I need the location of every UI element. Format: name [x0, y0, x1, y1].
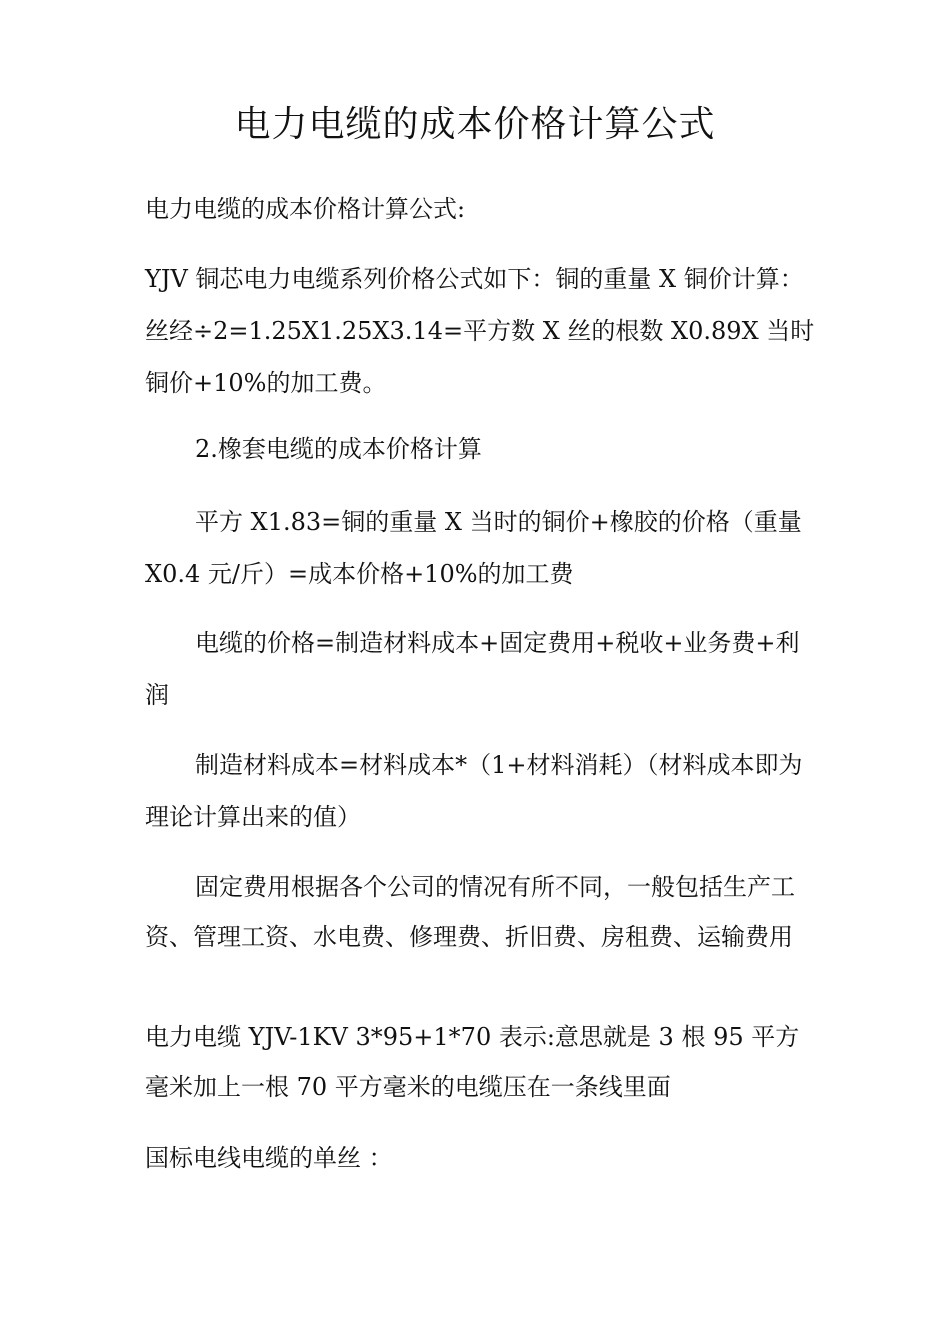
paragraph-fixed-cost: 固定费用根据各个公司的情况有所不同，一般包括生产工资、管理工资、水电费、修理费、折旧费、房租费、运输费用	[145, 873, 795, 951]
paragraph-rubber-formula: 平方 X1.83=铜的重量 X 当时的铜价+橡胶的价格（重量 X0.4 元/斤）=成本价格+10%的加工费	[145, 508, 802, 588]
paragraph-yjv-formula: YJV 铜芯电力电缆系列价格公式如下：铜的重量 X 铜价计算：丝经÷2=1.25X1.25X3.14=平方数 X 丝的根数 X0.89X 当时铜价+10%的加工费。	[145, 265, 815, 397]
paragraph-single-wire: 国标电线电缆的单丝 ：	[145, 1144, 393, 1172]
paragraph-rubber-heading: 2.橡套电缆的成本价格计算	[195, 435, 482, 463]
document-title: 电力电缆的成本价格计算公式	[234, 104, 716, 145]
paragraph-cable-price: 电缆的价格=制造材料成本+固定费用+税收+业务费+利润	[145, 629, 800, 709]
paragraph-intro: 电力电缆的成本价格计算公式:	[145, 195, 466, 223]
paragraph-yjv-meaning: 电力电缆 YJV-1KV 3*95+1*70 表示:意思就是 3 根 95 平方毫米加上一根 70 平方毫米的电缆压在一条线里面	[145, 1023, 800, 1101]
paragraph-material-cost: 制造材料成本=材料成本*（1+材料消耗）（材料成本即为理论计算出来的值）	[145, 751, 803, 831]
